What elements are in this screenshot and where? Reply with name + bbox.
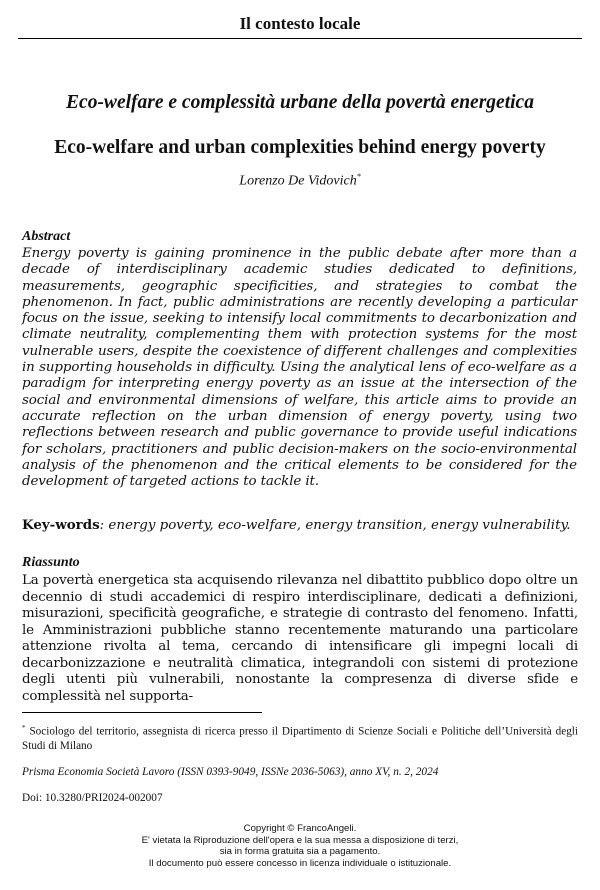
copyright-line: Copyright © FrancoAngeli. bbox=[243, 823, 357, 834]
journal-info: Prisma Economia Società Lavoro (ISSN 0393-9049, ISSNe 2036-5063), anno XV, n. 2, 2024 bbox=[22, 766, 439, 778]
author-name: Lorenzo De Vidovich bbox=[239, 173, 357, 189]
article-title-italian: Eco-welfare e complessità urbane della povertà energetica bbox=[66, 92, 534, 113]
article-title-english: Eco-welfare and urban complexities behind energy poverty bbox=[54, 137, 546, 158]
abstract-heading: Abstract bbox=[22, 229, 71, 244]
copyright-line: Il documento può essere concesso in licenza individuale o istituzionale. bbox=[148, 857, 452, 869]
footnote-rule bbox=[22, 712, 262, 713]
riassunto-text: La povertà energetica sta acquisendo rilevanza nel dibattito pubblico dopo oltre un decennio di studi accademici di respiro interdisciplinare, dedicati a definizioni, misurazioni, specificità geografiche, e strategie di contrasto del fenomeno. Infatti, le Amministrazioni pubbliche stanno recentemente maturando una particolare attenzione rivolta al tema, cercando di intensificare gli impegni locali di decarbonizzazione e neutralità climatica, integrandoli con sistemi di protezione degli utenti più vulnerabili, nonostante la compresenza di diverse sfide e complessità nel supporta- bbox=[22, 573, 578, 704]
footnote-text: Sociologo del territorio, assegnista di ricerca presso il Dipartimento di Scienze Sociali e Politiche dell’Università degli Studi di Milano bbox=[22, 725, 578, 752]
keywords bbox=[22, 517, 582, 534]
author-line bbox=[0, 172, 600, 190]
author-footnote-marker: * bbox=[356, 172, 361, 181]
copyright-line: sia in forma gratuita sia a pagamento. bbox=[219, 846, 381, 858]
footnote-marker: * bbox=[22, 724, 26, 732]
riassunto-heading: Riassunto bbox=[22, 555, 80, 570]
copyright-notice bbox=[0, 823, 600, 869]
abstract-text: Energy poverty is gaining prominence in the public debate after more than a decade of interdisciplinary academic studies dedicated to definitions, measurements, geographic specificities, and strategies to combat the phenomenon. In fact, public administrations are recently developing a particular focus on the issue, seeking to intensify local commitments to decarbonization and climate neutrality, complementing them with protection systems for the most vulnerable users, despite the coexistence of different challenges and complexities in supporting households in difficulty. Using the analytical lens of eco-welfare as a paradigm for interpreting energy poverty as an issue at the intersection of the social and environmental dimensions of welfare, this article aims to provide an accurate reflection on the urban dimension of energy poverty, using two reflections between research and public governance to provide useful indications for scholars, practitioners and public decision-makers on the socio-environmental analysis of the phenomenon and the critical elements to be considered for the development of targeted actions to tackle it. bbox=[22, 246, 577, 490]
section-title: Il contesto locale bbox=[239, 14, 361, 33]
header-rule bbox=[18, 38, 582, 39]
keywords-text: : energy poverty, eco-welfare, energy transition, energy vulnerability. bbox=[99, 518, 571, 533]
keywords-label: Key-words bbox=[22, 517, 100, 533]
author-footnote bbox=[22, 721, 578, 753]
copyright-line: E' vietata la Riproduzione dell'opera e la sua messa a disposizione di terzi, bbox=[141, 834, 459, 846]
doi: Doi: 10.3280/PRI2024-002007 bbox=[22, 792, 163, 804]
